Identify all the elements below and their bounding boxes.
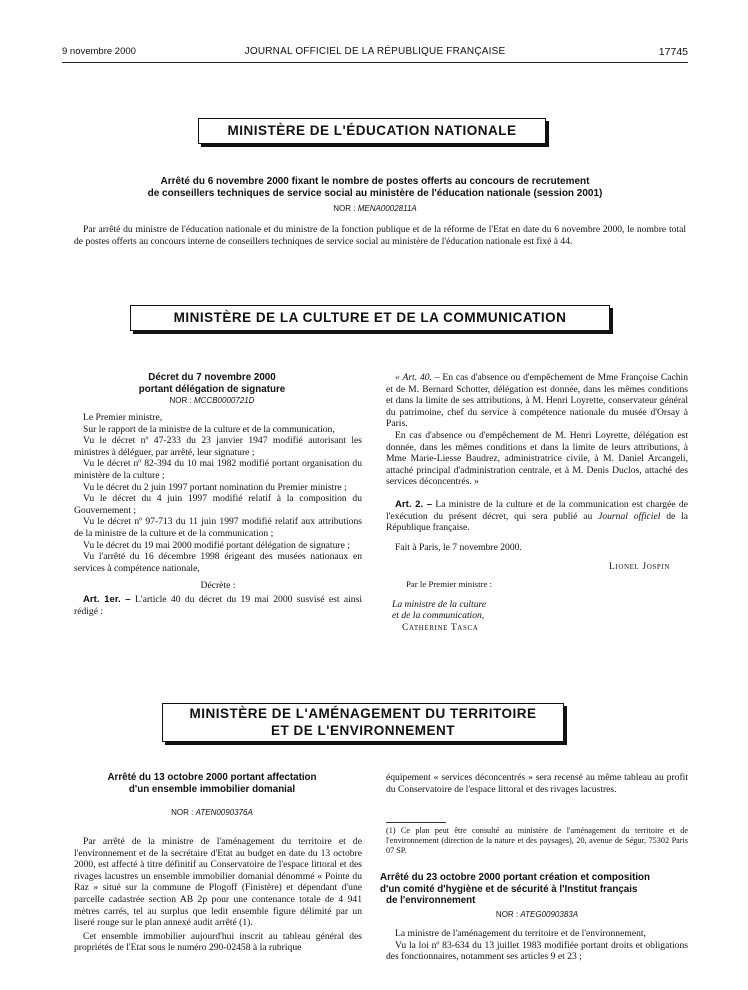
page-header [62,46,688,62]
par-premier-ministre: Par le Premier ministre : [406,578,492,589]
visa-paragraph: Vu le décret nº 97-713 du 11 juin 1997 modifié relatif aux attributions de la ministre de la culture et de la communication ; [74,516,362,539]
title-line-3: de l'environnement [386,895,476,906]
ministry-line-1: MINISTÈRE DE L'AMÉNAGEMENT DU TERRITOIRE [189,706,537,721]
visa-paragraph: Vu le décret du 4 juin 1997 modifié relatif à la composition du Gouvernement ; [74,493,362,516]
ministry-heading-culture: MINISTÈRE DE LA CULTURE ET DE LA COMMUNICATION [130,305,610,331]
nor-code: ATEN0090376A [195,808,253,817]
amenagement-arrete-2-nor [386,910,688,919]
culture-decret-title [62,372,362,395]
title-line-1: Arrêté du 13 octobre 2000 portant affectation [107,772,317,783]
article-40-paragraph-2: En cas d'absence ou d'empêchement de M. Henri Loyrette, délégation est donnée, dans les mêmes conditions et dans la limite de leurs attributions, à Mme Marie-Liesse Baudrez, administratrice civile, à M. Daniel Arcangeli, attaché principal d'administration centrale, et à M. Denis Duclos, attaché des services déconcentrés. » [386,429,688,488]
visa-paragraph: Vu le décret du 19 mai 2000 modifié portant délégation de signature ; [83,539,350,551]
ministry-line-2: ET DE L'ENVIRONNEMENT [271,723,455,738]
education-text [74,224,686,247]
article-2-text: La ministre de la culture et de la communication est chargée de l'exécution du présent décret, qui sera publié au [386,498,688,522]
arrete-1-paragraph-1: Par arrêté de la ministre de l'aménagement du territoire et de l'environnement et de la secrétaire d'Etat au budget en date du 13 octobre 2000, est affecté à titre définitif au Conservatoire de l'espace littoral et des rivages lacustres un ensemble immobilier domanial dénommé « Pointe du Raz » situé sur la commune de Plogoff (Finistère) et dépendant d'une parcelle cadastrée section AB 2p pour une contenance totale de 4 941 mètres carrés, tel au surplus que ledit ensemble figure délimité par un liseré rouge sur le plan annexé audit arrêté (1). [74,836,362,929]
article-40-label: « Art. 40. – [395,372,440,383]
education-title-line-2: de conseillers techniques de service social au ministère de l'éducation nationale (session 2001) [147,188,603,199]
decrete-label: Décrète : [200,580,236,592]
nor-label: NOR : [333,204,356,213]
article-2-text-end: de la République française. [386,510,689,534]
arrete-1-paragraph-2-continued: équipement « services déconcentrés » sera recensé au même tableau au profit du Conservatoire de l'espace littoral et des rivages lacustres. [386,772,688,795]
article-1 [74,594,362,617]
journal-title: JOURNAL OFFICIEL DE LA RÉPUBLIQUE FRANÇAISE [244,46,506,57]
culture-title-line-2: portant délégation de signature [138,383,286,395]
education-nor [62,204,688,213]
amenagement-arrete-1-title [62,772,362,795]
nor-label: NOR : [495,910,519,919]
minister-role-2 [386,610,688,622]
amenagement-right-column [386,772,688,795]
header-rule [62,62,688,63]
arrete-2-paragraph-2: Vu la loi nº 83-634 du 13 juillet 1983 modifiée portant droits et obligations des fonctionnaires, notamment ses articles 9 et 23 ; [386,939,688,963]
article-1-text: L'article 40 du décret du 19 mai 2000 susvisé est ainsi rédigé : [74,593,362,617]
amenagement-arrete-2-text [386,928,688,963]
arrete-2-paragraph-1: La ministre de l'aménagement du territoire et de l'environnement, [395,928,646,939]
visa-paragraph: Vu l'arrêté du 16 décembre 1998 érigeant des musées nationaux en services à compétence nationale, [74,551,362,574]
culture-nor [62,396,362,405]
amenagement-arrete-2-title [380,872,688,907]
nor-label: NOR : [171,808,194,817]
ministry-heading-education: MINISTÈRE DE L'ÉDUCATION NATIONALE [198,118,546,144]
education-paragraph: Par arrêté du ministre de l'éducation nationale et du ministre de la fonction publique et de la réforme de l'Etat en date du 6 novembre 2000, le nombre total de postes offerts au concours interne de conseillers techniques de service social au ministère de l'éducation nationale est fixé à 44. [74,224,686,247]
article-40 [386,372,688,430]
title-line-1: Arrêté du 23 octobre 2000 portant création et composition [380,872,651,883]
journal-officiel: Journal officiel [598,510,661,522]
minister-role [386,599,688,611]
amenagement-arrete-1-nor [62,808,362,817]
minister-name: Catherine Tasca [402,621,479,633]
nor-code: ATEG0090383A [520,910,579,919]
culture-title-line-1: Décret du 7 novembre 2000 [148,372,276,383]
page-number: 17745 [658,46,688,58]
amenagement-arrete-1-text [74,836,362,954]
culture-left-column [74,412,362,617]
nor-code: MCCB0000721D [193,396,255,405]
article-1-label: Art. 1er. – [83,593,131,605]
header-date: 9 novembre 2000 [62,46,136,57]
culture-right-column [386,372,688,633]
title-line-2: d'un ensemble immobilier domanial [128,783,296,795]
nor-label: NOR : [169,396,192,405]
visa-paragraph: Le Premier ministre, [83,412,163,423]
education-arrete-title [62,176,688,200]
arrete-1-paragraph-2: Cet ensemble immobilier aujourd'hui inscrit au tableau général des propriétés de l'Etat sous le numéro 290-02458 à la rubrique [74,930,362,954]
article-40-text: En cas d'absence ou d'empêchement de Mme Françoise Cachin et de M. Bernard Schotter, délégation est donnée, dans les mêmes conditions et dans la limite de ses attributions, à M. Henri Loyrette, conservateur général du patrimoine, chef du service à compétence nationale du musée d'Orsay à Paris. [386,372,689,430]
education-title-line-1: Arrêté du 6 novembre 2000 fixant le nombre de postes offerts au concours de recrutement [160,176,590,187]
signatory-name: Lionel Jospin [608,561,670,573]
footnote: (1) Ce plan peut être consulté au ministère de l'aménagement du territoire et de l'environnement (direction de la nature et des paysages), 20, avenue de Ségur, 75302 Paris 07 SP. [386,826,688,855]
article-2-label: Art. 2. – [395,498,433,510]
footnote-rule [386,822,446,823]
visa-paragraph: Vu le décret nº 82-394 du 10 mai 1982 modifié portant organisation du ministère de la culture ; [74,458,362,481]
visa-paragraph: Sur le rapport de la ministre de la culture et de la communication, [83,423,335,435]
fait-a-paris: Fait à Paris, le 7 novembre 2000. [395,541,522,553]
ministry-heading-amenagement [162,703,564,742]
title-line-2: d'un comité d'hygiène et de sécurité à l'Institut français [380,883,638,895]
visa-paragraph: Vu le décret du 2 juin 1997 portant nomination du Premier ministre ; [83,481,347,493]
role-line-2: et de la communication, [392,610,485,622]
role-line-1: La ministre de la culture [392,598,487,610]
nor-code: MENA0002811A [357,204,417,213]
article-2 [386,499,688,534]
visa-paragraph: Vu le décret nº 47-233 du 23 janvier 1947 modifié autorisant les ministres à déléguer, par arrêté, leur signature ; [74,435,362,458]
